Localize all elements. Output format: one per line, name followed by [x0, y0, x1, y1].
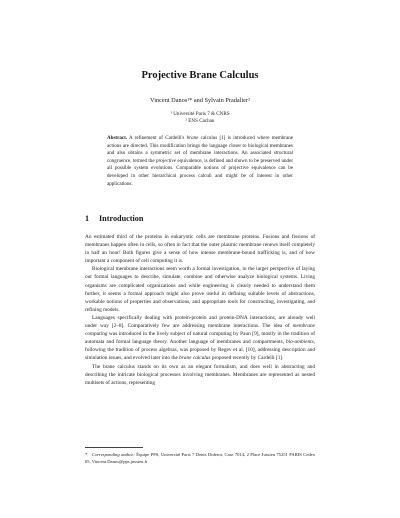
footnote-text: Équipe PPS, Université Paris 7 Denis Diderot, Case 7014, 2 Place Jussieu 75251 PARIS Cedex 05, Vincent.Danos@pps.jussieu.fr	[85, 452, 315, 464]
paragraph	[85, 314, 315, 363]
paragraph-text: was introduced in the lively subject of natural computing by Paun [9], mostly in the tradition of automata and formal language theory. Another language of membranes and compartments,	[85, 331, 315, 346]
author-line: Vincent Danos¹* and Sylvain Pradalier²	[150, 97, 250, 104]
term-brane-calculus: brane calculus	[179, 355, 211, 362]
abstract-term-projective: projective	[156, 157, 176, 164]
paragraph-text: Languages specifically dealing with protein-protein and protein-DNA interactions, are already well under way [2–8]. Comparatively few are addressing membrane interactions. The idea of	[85, 314, 315, 330]
footnote-label: Corresponding author:	[92, 452, 135, 457]
section-heading	[85, 214, 315, 223]
footnote-rule	[85, 447, 143, 448]
abstract-text: equivalence, is defined and shown to be preserved under all possible system evolutions. Comparable notions of projective equivalence can be developed in other hierarchical process calculi and might be of interest in other applications.	[107, 157, 294, 187]
abstract-term-brane: brane	[186, 135, 199, 141]
paragraph: An estimated third of the proteins in eukaryotic cells are membrane proteins. Fusions and fissions of membranes happen often in cells, so often in fact that the outer plasmic membrane renews itself completely in half an hour! Both figures give a sense of how intense membrane-bound trafficking is, and of how important a component of cell computing it is.	[85, 234, 315, 265]
section-number: 1	[85, 214, 90, 223]
term-membrane-computing: membrane computing	[85, 323, 315, 338]
body-text	[85, 233, 315, 387]
section-title: Introduction	[99, 214, 144, 223]
paragraph-text: proposed recently by Cardelli [1].	[210, 355, 284, 362]
term-bio-ambients: bio-ambients	[286, 339, 314, 346]
abstract	[107, 135, 293, 188]
paragraph-text: , following the tradition of process algebras, was proposed by Regev et al. [10], addressing description and simulation issues, and evolved later into the	[85, 339, 315, 362]
footnote	[85, 451, 315, 465]
affiliation-2: ² ENS Cachan	[185, 118, 215, 124]
paragraph: Biological membrane interactions seem worth a formal investigation, in the larger perspective of laying out formal languages to describe, simulate, combine and otherwise analyze biological systems. Living organisms are complicated organizations and while engineering is clearly needed to understand them further, it seems a formal approach might also prove useful in defining suitable levels of abstractions, workable notions of properties and observations, and appropriate tools for constructing, investigating, and refining models.	[85, 266, 315, 313]
abstract-text: A refinement of Cardelli's	[127, 135, 187, 141]
paper-title: Projective Brane Calculus	[141, 70, 259, 81]
abstract-text: calculus [1] is introduced where membrane actions are directed. This modification brings the language closer to biological membranes and also obtains a symmetric set of membrane interactions. An associated structural congruence, termed the	[107, 135, 293, 164]
paragraph: The brane calculus stands on its own as an elegant formalism, and does well in abstracting and describing the intricate biological processes involving membranes. Membranes are represented as nested multisets of actions, representing	[85, 363, 315, 386]
footnote-marker: *	[85, 452, 88, 457]
abstract-label: Abstract.	[107, 135, 128, 141]
affiliation-1: ¹ Université Paris 7 & CNRS	[170, 111, 230, 117]
